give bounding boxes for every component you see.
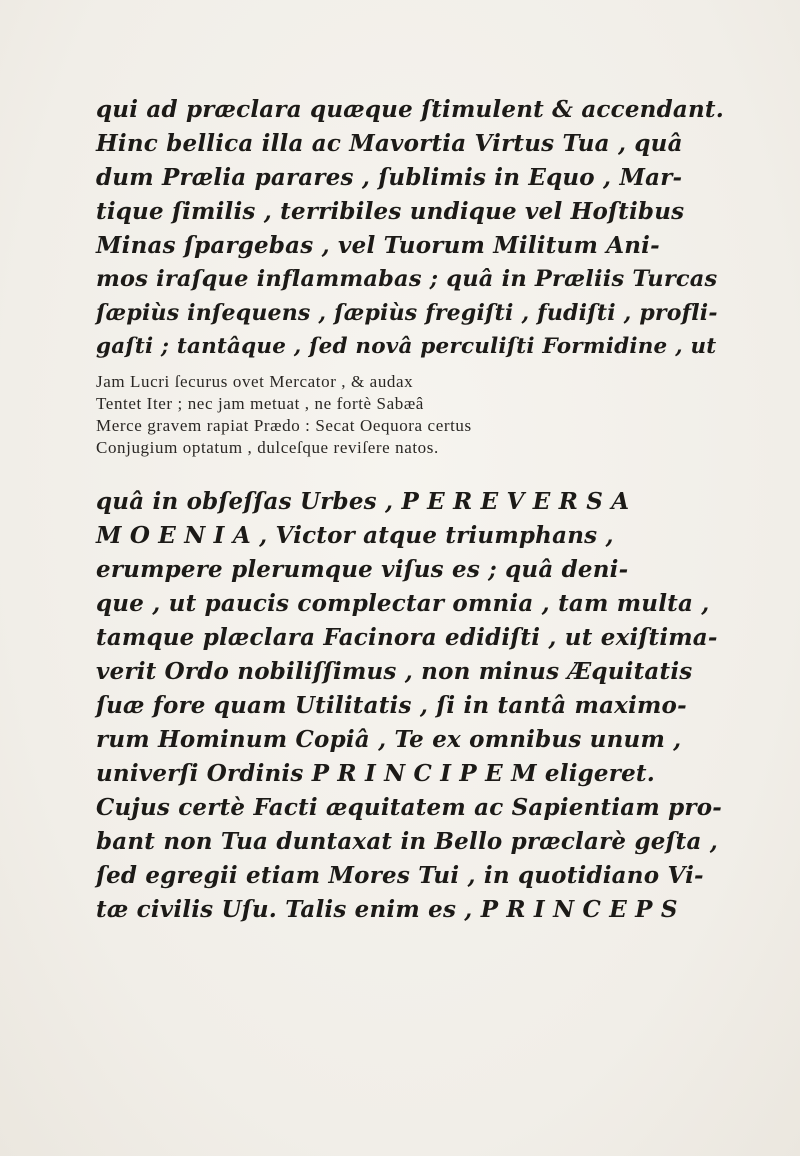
text-line: ſuæ fore quam Utilitatis , ſi in tantâ maximo-: [96, 692, 687, 719]
verse-line: Conjugium optatum , dulceſque reviſere natos.: [96, 438, 439, 457]
text-line: quâ in obſeſſas Urbes , P E R E V E R S A: [96, 488, 630, 515]
text-line: qui ad præclara quæque ſtimulent & accendant.: [96, 96, 724, 123]
text-line: dum Prælia parares , ſublimis in Equo , Mar-: [96, 164, 683, 191]
text-line: tamque plæclara Facinora edidiſti , ut exiſtima-: [96, 624, 718, 651]
text-line: ſæpiùs inſequens , ſæpiùs fregiſti , fudiſti , profli-: [96, 300, 718, 326]
text-line: rum Hominum Copiâ , Te ex omnibus unum ,: [96, 726, 682, 753]
text-line: M O E N I A , Victor atque triumphans ,: [96, 522, 614, 549]
text-line: bant non Tua duntaxat in Bello præclarè geſta ,: [96, 828, 719, 855]
text-line: univerſi Ordinis P R I N C I P E M eligeret.: [96, 760, 655, 787]
text-line: verit Ordo nobiliſſimus , non minus Æquitatis: [96, 658, 693, 685]
text-line: ſed egregii etiam Mores Tui , in quotidiano Vi-: [96, 862, 704, 889]
verse-line: Jam Lucri ſecurus ovet Mercator , & audax: [96, 372, 414, 391]
text-line: mos iraſque inflammabas ; quâ in Præliis Turcas: [96, 266, 718, 292]
text-line: que , ut paucis complectar omnia , tam multa ,: [96, 590, 710, 617]
text-line: Minas ſpargebas , vel Tuorum Militum Ani-: [96, 232, 660, 259]
text-line: Hinc bellica illa ac Mavortia Virtus Tua , quâ: [96, 130, 683, 157]
verse-line: Tentet Iter ; nec jam metuat , ne fortè Sabæâ: [96, 394, 424, 413]
text-line: tæ civilis Uſu. Talis enim es , P R I N C E P S: [96, 896, 678, 923]
verse-line: Merce gravem rapiat Prædo : Secat Oequora certus: [96, 416, 472, 435]
text-line: Cujus certè Facti æquitatem ac Sapientiam pro-: [96, 794, 722, 821]
text-line: erumpere plerumque viſus es ; quâ deni-: [96, 556, 629, 583]
text-line: tique ſimilis , terribiles undique vel Hoſtibus: [96, 198, 685, 225]
text-line: gaſti ; tantâque , ſed novâ perculiſti Formidine , ut: [96, 334, 717, 359]
